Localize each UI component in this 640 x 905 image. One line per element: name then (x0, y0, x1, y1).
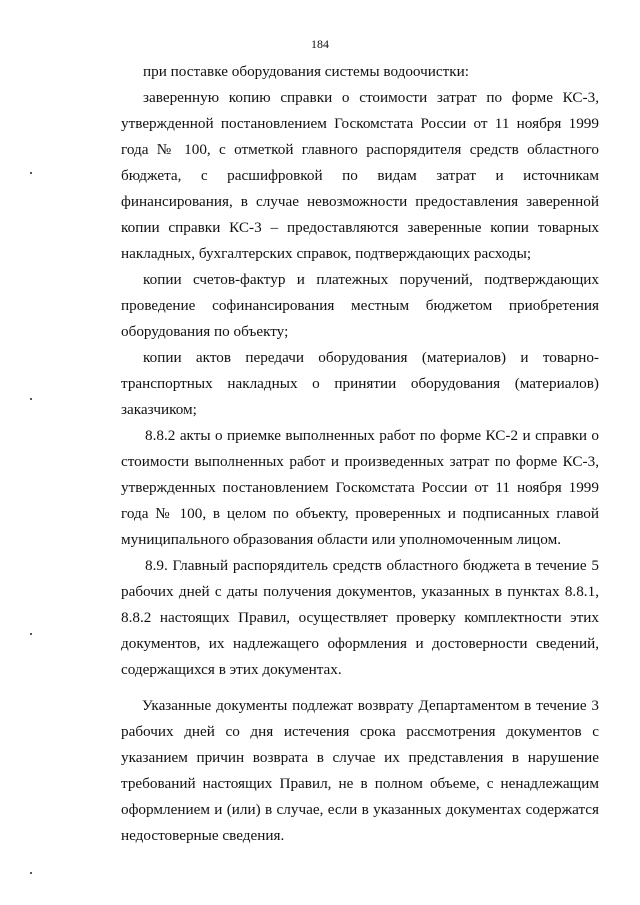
document-body (121, 59, 599, 849)
paragraph-intro: при поставке оборудования системы водоочистки: (143, 63, 469, 80)
scan-mark (30, 633, 32, 635)
paragraph-transfer-acts: копии актов передачи оборудования (материалов) и товарно-транспортных накладных о принятии оборудования (материалов) заказчиком; (121, 349, 599, 418)
paragraph-return: Указанные документы подлежат возврату Департаментом в течение 3 рабочих дней со дня истечения срока рассмотрения документов с указанием причин возврата в случае их представления в нарушение требований настоящих Правил, не в полном объеме, с ненадлежащим оформлением и (или) в случае, если в указанных документах содержатся недостоверные сведения. (121, 697, 599, 844)
page-number: 184 (311, 37, 329, 51)
scan-mark (30, 872, 32, 874)
scan-mark (30, 398, 32, 400)
paragraph-8-9: 8.9. Главный распорядитель средств областного бюджета в течение 5 рабочих дней с даты получения документов, указанных в пунктах 8.8.1, 8.8.2 настоящих Правил, осуществляет проверку комплектности этих документов, их надлежащего оформления и достоверности сведений, содержащихся в этих документах. (121, 557, 599, 678)
paragraph-invoices: копии счетов-фактур и платежных поручений, подтверждающих проведение софинансирования местным бюджетом приобретения оборудования по объекту; (121, 271, 599, 340)
paragraph-8-8-2: 8.8.2 акты о приемке выполненных работ по форме КС-2 и справки о стоимости выполненных работ и произведенных затрат по форме КС-3, утвержденных постановлением Госкомстата России от 11 ноября 1999 года № 100, в целом по объекту, проверенных и подписанных главой муниципального образования области или уполномоченным лицом. (121, 427, 599, 548)
scan-mark (30, 172, 32, 174)
paragraph-ks3-copy: заверенную копию справки о стоимости затрат по форме КС-3, утвержденной постановлением Госкомстата России от 11 ноября 1999 года № 100, с отметкой главного распорядителя средств областного бюджета, с расшифровкой по видам затрат и источникам финансирования, в случае невозможности предоставления заверенной копии справки КС-3 – предоставляются заверенные копии товарных накладных, бухгалтерских справок, подтверждающих расходы; (121, 89, 599, 262)
